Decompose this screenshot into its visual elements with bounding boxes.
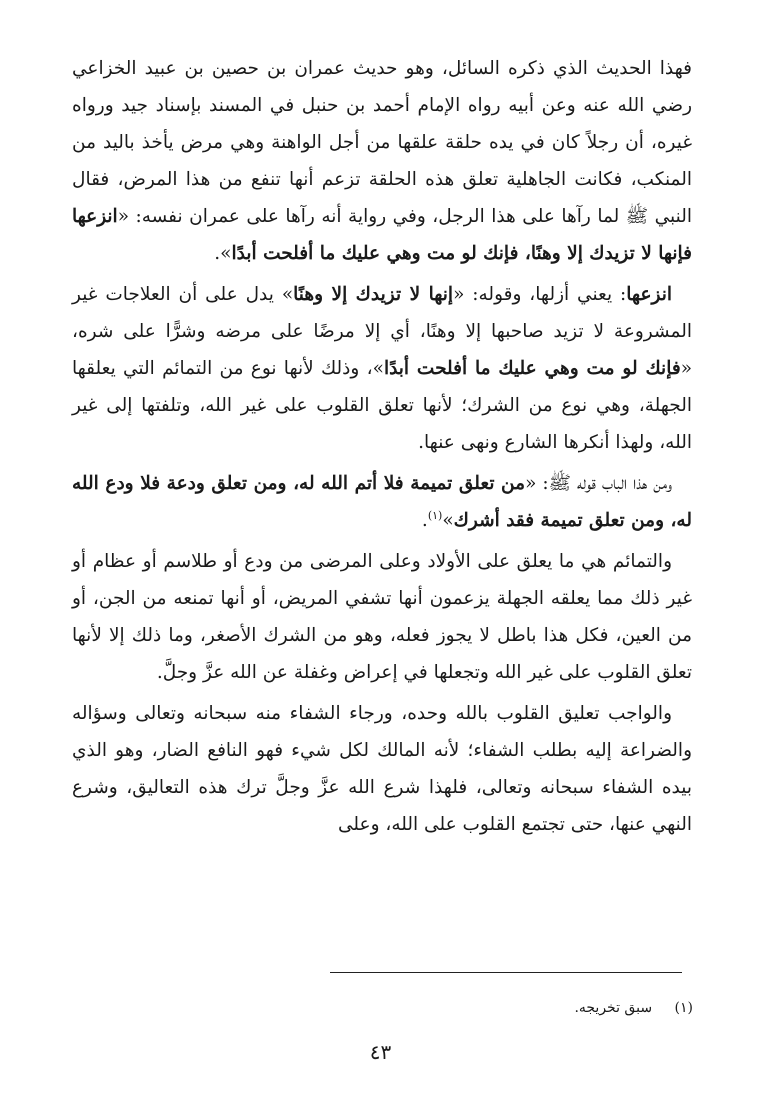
footnote-separator	[330, 972, 682, 973]
footnote-text: سبق تخريجه.	[574, 1000, 653, 1016]
footnote-reference: (١)	[427, 508, 443, 522]
text-segment: والتمائم هي ما يعلق على الأولاد وعلى المرضى من ودع أو طلاسم أو عظام أو غير ذلك مما يعلقه الجهلة يزعمون أنها تشفي المريض، أو أنها تمنعه من الجن، أو من العين، فكل هذا باطل لا يجوز فعله، وهو من الشرك الأصغر، وما ذلك إلا لأنها تعلق القلوب على غير الله وتجعلها في إعراض وغفلة عن الله عزَّ وجلَّ.	[72, 551, 692, 683]
footnote-number: (١)	[674, 1000, 693, 1016]
main-text	[72, 50, 692, 847]
hadith-quote: انزعها فإنها لا تزيدك إلا وهنًا، فإنك لو مت وهي عليك ما أفلحت أبدًا	[72, 206, 692, 264]
text-segment: والواجب تعليق القلوب بالله وحده، ورجاء الشفاء منه سبحانه وتعالى وسؤاله والضراعة إليه بطلب الشفاء؛ لأنه المالك لكل شيء فهو النافع الضار، وهو الذي بيده الشفاء سبحانه وتعالى، فلهذا شرع الله عزَّ وجلَّ ترك هذه التعاليق، وشرع النهي عنها، حتى تجتمع القلوب على الله، وعلى	[72, 703, 692, 835]
text-segment: ومن هذا الباب قوله ﷺ: «	[525, 473, 673, 494]
page-number: ٤٣	[369, 1040, 392, 1064]
text-segment: »	[442, 510, 454, 531]
paragraph	[72, 543, 692, 691]
hadith-quote: إنها لا تزيدك إلا وهنًا	[293, 284, 454, 305]
text-segment: فهذا الحديث الذي ذكره السائل، وهو حديث عمران بن حصين بن عبيد الخزاعي رضي الله عنه وعن أبيه رواه الإمام أحمد بن حنبل في المسند بإسناد جيد ورواه غيره، أن رجلاً كان في يده حلقة علقها من أجل الواهنة وهي مرض يأخذ باليد من المنكب، فكانت الجاهلية تعلق هذه الحلقة تزعم أنها تنفع من هذا المرض، فقال النبي ﷺ لما رآها على هذا الرجل، وفي رواية أنه رآها على عمران نفسه: «	[72, 58, 692, 227]
paragraph	[72, 50, 692, 272]
text-segment: » يدل على أن العلاجات غير المشروعة لا تزيد صاحبها إلا وهنًا، أي إلا مرضًا على مرضه وشرًّا على شره، «	[72, 284, 693, 379]
paragraph	[72, 465, 692, 539]
hadith-quote: فإنك لو مت وهي عليك ما أفلحت أبدًا	[383, 358, 681, 379]
paragraph	[72, 695, 692, 843]
text-segment: ».	[214, 243, 232, 264]
paragraph	[72, 276, 692, 461]
hadith-quote: انزعها	[626, 284, 672, 305]
footnote	[293, 1000, 693, 1016]
text-segment: : يعني أزلها، وقوله: «	[453, 284, 627, 305]
text-segment: »، وذلك لأنها نوع من التمائم التي يعلقها الجهلة، وهي نوع من الشرك؛ لأنها تعلق القلوب على غير الله، وتلفتها إلى غير الله، ولهذا أنكرها الشارع ونهى عنها.	[72, 358, 692, 453]
text-segment: .	[421, 510, 428, 531]
hadith-quote: من تعلق تميمة فلا أتم الله له، ومن تعلق ودعة فلا ودع الله له، ومن تعلق تميمة فقد أشرك	[72, 473, 692, 531]
